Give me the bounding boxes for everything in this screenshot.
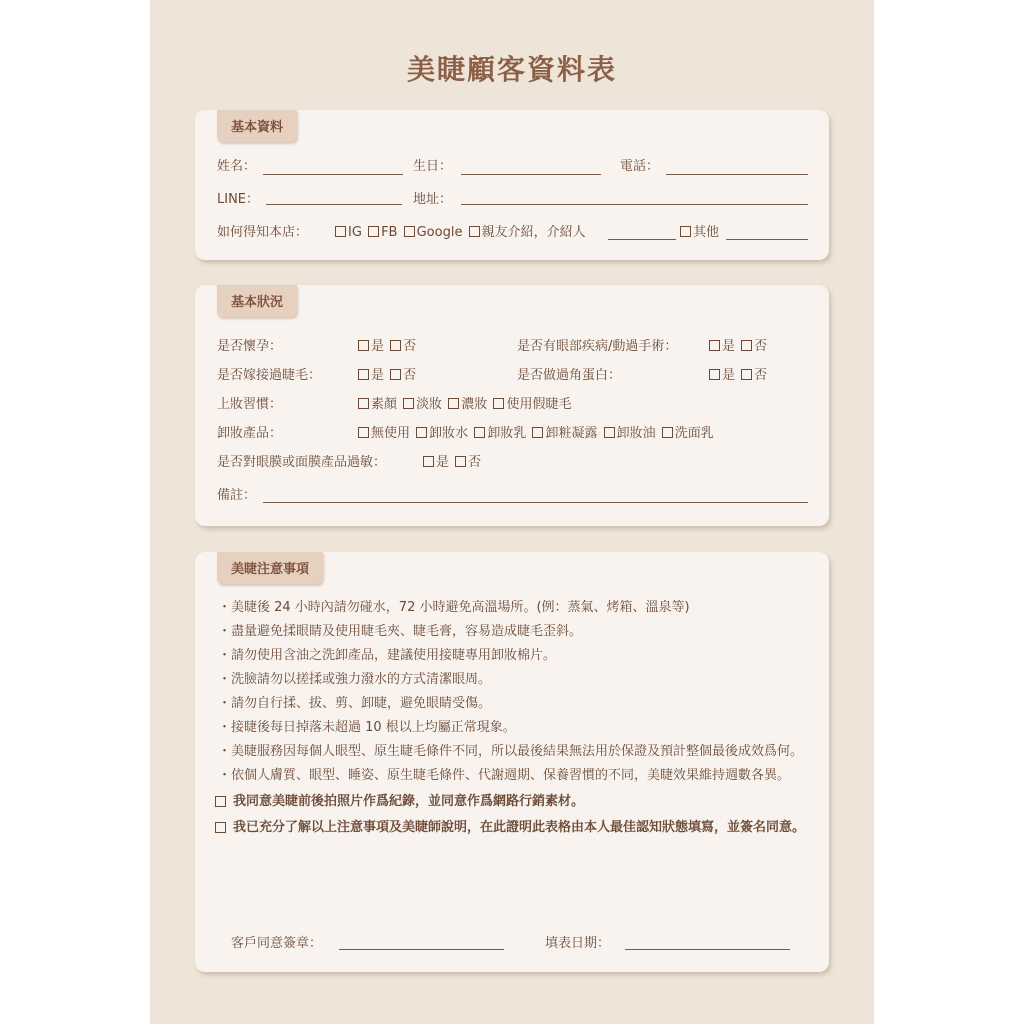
source-option-fb[interactable]: FB [368, 225, 397, 240]
allergy-options [423, 451, 483, 470]
source-option-google[interactable]: Google [404, 225, 463, 240]
source-label: 如何得知本店： [217, 225, 309, 240]
checkbox-makeup[interactable] [448, 398, 459, 409]
remarks-label: 備註： [217, 488, 257, 503]
checkbox-makeup[interactable] [493, 398, 504, 409]
checkbox-remover[interactable] [662, 427, 673, 438]
checkbox-remover[interactable] [604, 427, 615, 438]
checkbox-pregnant-no[interactable] [390, 340, 401, 351]
checkbox-ig[interactable] [335, 226, 346, 237]
name-label: 姓名： [217, 159, 257, 174]
checkbox-remover[interactable] [358, 427, 369, 438]
extension-no[interactable]: 否 [390, 368, 416, 383]
allergy-yes[interactable]: 是 [423, 455, 449, 470]
phone-label: 電話： [620, 159, 660, 174]
checkbox-remover[interactable] [474, 427, 485, 438]
checkbox-remover[interactable] [532, 427, 543, 438]
section-title-basic-info: 基本資料 [217, 110, 297, 142]
source-options [335, 221, 588, 240]
checkbox-fb[interactable] [368, 226, 379, 237]
remover-option[interactable]: 卸妝乳 [474, 426, 526, 441]
extension-options [358, 364, 418, 383]
address-field[interactable] [461, 204, 808, 205]
allergy-no[interactable]: 否 [455, 455, 481, 470]
list-item: ・ 請勿使用含油之洗卸產品，建議使用接睫專用卸妝棉片。 [218, 648, 557, 663]
source-option-other[interactable]: 其他 [680, 221, 719, 240]
allergy-label: 是否對眼膜或面膜產品過敏： [217, 455, 387, 470]
makeup-option[interactable]: 使用假睫毛 [493, 397, 571, 412]
list-item: ・ 請勿自行揉、拔、剪、卸睫，避免眼睛受傷。 [218, 696, 492, 711]
condition-card [195, 285, 829, 526]
keratin-yes[interactable]: 是 [709, 368, 735, 383]
makeup-option[interactable]: 淡妝 [403, 397, 442, 412]
checkbox-pregnant-yes[interactable] [358, 340, 369, 351]
signature-field[interactable] [339, 949, 504, 950]
checkbox-other[interactable] [680, 226, 691, 237]
list-item: ・ 依個人膚質、眼型、睡姿、原生睫毛條件、代謝週期、保養習慣的不同，美睫效果維持週數各異。 [218, 768, 791, 783]
eye-disease-yes[interactable]: 是 [709, 339, 735, 354]
checkbox-remover[interactable] [416, 427, 427, 438]
makeup-options [358, 393, 573, 412]
checkbox-agree-photo[interactable] [215, 796, 226, 807]
keratin-options [709, 364, 769, 383]
line-id-field[interactable] [266, 204, 402, 205]
name-field[interactable] [263, 174, 403, 175]
pregnant-options [358, 335, 418, 354]
section-title-condition: 基本狀況 [217, 285, 297, 317]
pregnant-yes[interactable]: 是 [358, 339, 384, 354]
checkbox-keratin-yes[interactable] [709, 369, 720, 380]
remover-options [358, 422, 716, 441]
checkbox-extension-no[interactable] [390, 369, 401, 380]
remover-option[interactable]: 洗面乳 [662, 426, 714, 441]
remover-option[interactable]: 卸粧凝露 [532, 426, 597, 441]
basic-info-card [195, 110, 829, 260]
date-field[interactable] [625, 949, 790, 950]
extension-label: 是否嫁接過睫毛： [217, 368, 322, 383]
other-source-field[interactable] [726, 239, 808, 240]
list-item: ・ 盡量避免揉眼睛及使用睫毛夾、睫毛膏，容易造成睫毛歪斜。 [218, 624, 583, 639]
notes-list [215, 598, 805, 838]
remover-label: 卸妝產品： [217, 426, 283, 441]
form-sheet [150, 0, 874, 1024]
signature-label: 客戶同意簽章： [231, 936, 323, 951]
checkbox-keratin-no[interactable] [741, 369, 752, 380]
agree-terms-consent[interactable]: 我已充分了解以上注意事項及美睫師說明，在此證明此表格由本人最佳認知狀態填寫，並簽名同意。 [215, 818, 805, 838]
keratin-label: 是否做過角蛋白： [517, 368, 622, 383]
address-label: 地址： [413, 192, 453, 207]
list-item: ・ 洗臉請勿以搓揉或強力潑水的方式清潔眼周。 [218, 672, 492, 687]
notes-card [195, 552, 829, 972]
checkbox-google[interactable] [404, 226, 415, 237]
source-option-referral[interactable]: 親友介紹，介紹人 [469, 225, 586, 240]
checkbox-extension-yes[interactable] [358, 369, 369, 380]
pregnant-label: 是否懷孕： [217, 339, 283, 354]
birthday-label: 生日： [413, 159, 453, 174]
pregnant-no[interactable]: 否 [390, 339, 416, 354]
section-title-notes: 美睫注意事項 [217, 552, 323, 584]
line-label: LINE： [217, 192, 260, 207]
list-item: ・ 美睫服務因每個人眼型、原生睫毛條件不同，所以最後結果無法用於保證及預計整個最後成效爲何。 [218, 744, 804, 759]
referrer-field[interactable] [608, 239, 676, 240]
birthday-field[interactable] [461, 174, 601, 175]
list-item: ・ 接睫後每日掉落未超過 10 根以上均屬正常現象。 [218, 720, 516, 735]
list-item: ・ 美睫後 24 小時內請勿碰水，72 小時避免高溫場所。(例：蒸氣、烤箱、溫泉等) [218, 600, 690, 615]
checkbox-agree-terms[interactable] [215, 822, 226, 833]
checkbox-eye-disease-yes[interactable] [709, 340, 720, 351]
keratin-no[interactable]: 否 [741, 368, 767, 383]
remarks-field[interactable] [263, 502, 808, 503]
remover-option[interactable]: 卸妝油 [604, 426, 656, 441]
phone-field[interactable] [666, 174, 808, 175]
checkbox-makeup[interactable] [403, 398, 414, 409]
extension-yes[interactable]: 是 [358, 368, 384, 383]
checkbox-allergy-no[interactable] [455, 456, 466, 467]
checkbox-allergy-yes[interactable] [423, 456, 434, 467]
checkbox-eye-disease-no[interactable] [741, 340, 752, 351]
makeup-option[interactable]: 素顏 [358, 397, 397, 412]
eye-disease-label: 是否有眼部疾病/動過手術： [517, 339, 678, 354]
checkbox-makeup[interactable] [358, 398, 369, 409]
eye-disease-options [709, 335, 769, 354]
agree-photo-consent[interactable]: 我同意美睫前後拍照片作爲紀錄，並同意作爲網路行銷素材。 [215, 792, 805, 812]
remover-option[interactable]: 卸妝水 [416, 426, 468, 441]
makeup-option[interactable]: 濃妝 [448, 397, 487, 412]
makeup-label: 上妝習慣： [217, 397, 283, 412]
page-title: 美睫顧客資料表 [406, 53, 617, 86]
eye-disease-no[interactable]: 否 [741, 339, 767, 354]
checkbox-referral[interactable] [469, 226, 480, 237]
source-option-ig[interactable]: IG [335, 225, 362, 240]
date-label: 填表日期： [545, 936, 611, 951]
remover-option[interactable]: 無使用 [358, 426, 410, 441]
